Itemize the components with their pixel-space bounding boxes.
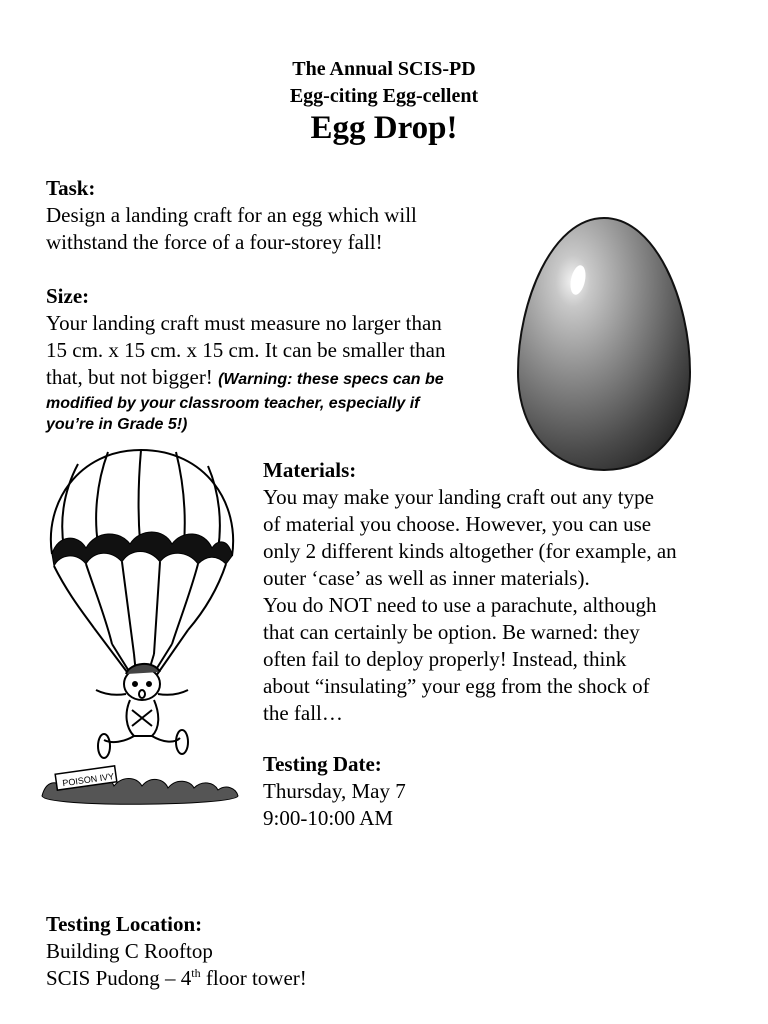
- size-heading: Size:: [46, 284, 90, 308]
- size-line: 15 cm. x 15 cm. x 15 cm. It can be smaller than: [46, 338, 446, 362]
- warning-text: you’re in Grade 5!): [46, 416, 188, 433]
- materials-line: only 2 different kinds altogether (for example, an: [263, 539, 677, 563]
- materials-heading: Materials:: [263, 458, 357, 482]
- testing-date-section: [263, 751, 406, 832]
- sign-text: POISON IVY: [61, 771, 115, 789]
- materials-line: often fail to deploy properly! Instead, think: [263, 647, 627, 671]
- testing-date-time: 9:00-10:00 AM: [263, 806, 394, 830]
- task-line: withstand the force of a four-storey fall!: [46, 230, 383, 254]
- materials-line: You may make your landing craft out any type: [263, 485, 654, 509]
- page-title: Egg Drop!: [310, 110, 458, 146]
- materials-line: that can certainly be option. Be warned: they: [263, 620, 640, 644]
- testing-date-day: Thursday, May 7: [263, 779, 406, 803]
- testing-location-heading: Testing Location:: [46, 912, 203, 936]
- size-section: [46, 283, 445, 435]
- header-line-1: The Annual SCIS-PD: [292, 58, 476, 80]
- materials-line: outer ‘case’ as well as inner materials).: [263, 566, 590, 590]
- size-line-with-warning: [46, 364, 445, 393]
- testing-location-building: Building C Rooftop: [46, 939, 213, 963]
- place-prefix: SCIS Pudong – 4: [46, 966, 192, 990]
- warning-text: modified by your classroom teacher, especially if: [46, 395, 420, 412]
- materials-line: the fall…: [263, 701, 343, 725]
- task-line: Design a landing craft for an egg which will: [46, 203, 417, 227]
- materials-line: about “insulating” your egg from the shock of: [263, 674, 650, 698]
- testing-location-place: [46, 965, 307, 992]
- parachute-illustration: [38, 444, 244, 812]
- size-line: that, but not bigger!: [46, 365, 219, 389]
- place-suffix: floor tower!: [200, 966, 307, 990]
- egg-illustration: [512, 212, 696, 476]
- materials-section: [263, 457, 677, 727]
- materials-line: of material you choose. However, you can use: [263, 512, 652, 536]
- place-ordinal: th: [191, 966, 201, 980]
- materials-line: You do NOT need to use a parachute, although: [263, 593, 657, 617]
- testing-date-heading: Testing Date:: [263, 752, 382, 776]
- task-section: [46, 175, 417, 256]
- warning-text: (Warning: these specs can be: [218, 371, 444, 388]
- testing-location-section: [46, 911, 307, 992]
- size-line: Your landing craft must measure no larger than: [46, 311, 442, 335]
- task-heading: Task:: [46, 176, 96, 200]
- header-line-2: Egg-citing Egg-cellent: [289, 85, 479, 107]
